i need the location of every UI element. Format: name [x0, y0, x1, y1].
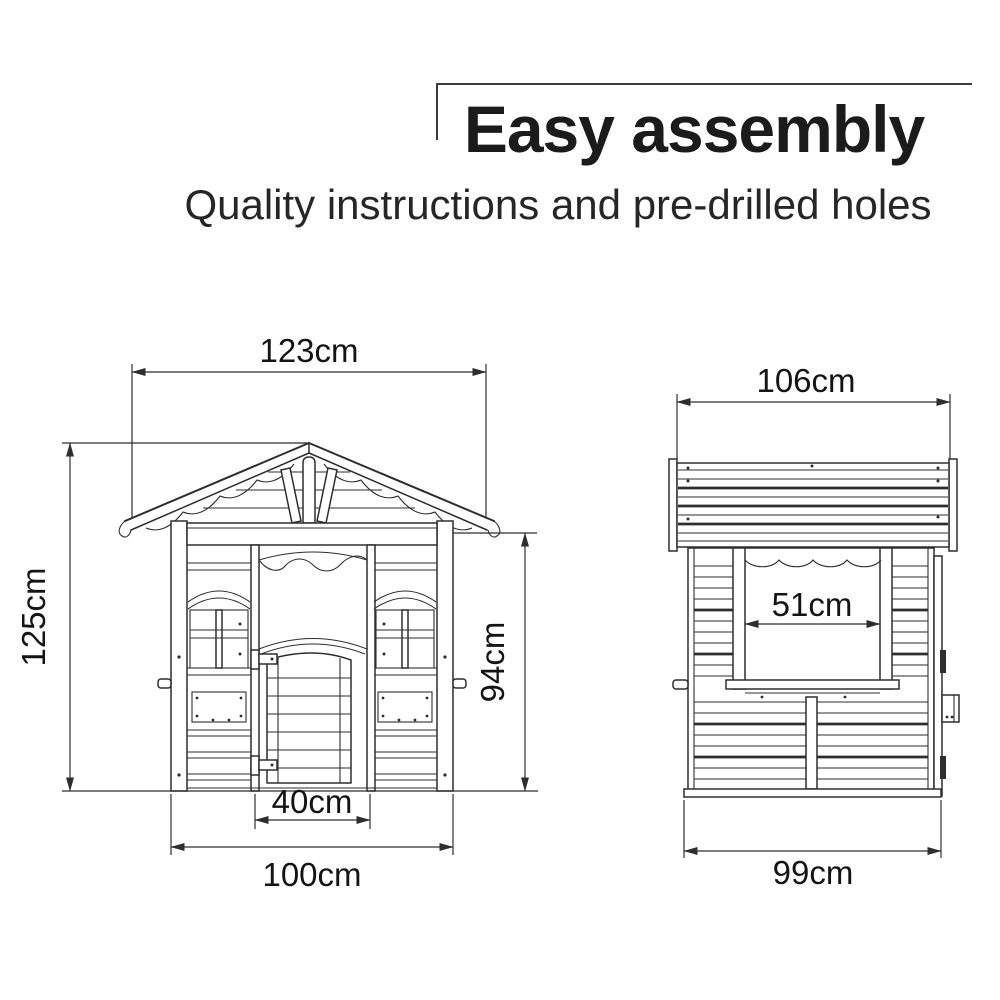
side-roof — [669, 459, 957, 551]
dim-overall-height: 125cm — [15, 567, 52, 667]
dim-window-width: 51cm — [771, 586, 853, 623]
front-handle-left — [158, 679, 171, 688]
front-window-right — [374, 563, 437, 780]
front-window-left — [187, 563, 251, 780]
side-hinge-bottom — [940, 756, 946, 779]
dim-wall-height: 94cm — [474, 621, 511, 703]
side-hinge-top — [940, 650, 946, 673]
side-base-skirt — [684, 789, 941, 797]
dim-door-width: 40cm — [271, 783, 353, 820]
side-window — [726, 548, 899, 698]
front-dimensions — [15, 332, 537, 893]
side-door-handle — [942, 695, 959, 722]
side-center-post — [806, 697, 817, 789]
dim-roof-width: 123cm — [259, 332, 359, 369]
dim-base-depth: 99cm — [772, 854, 854, 891]
page-title: Easy assembly — [463, 92, 925, 166]
door-hinge-bottom — [251, 756, 277, 775]
front-view — [15, 332, 538, 893]
front-door — [251, 552, 367, 783]
side-dimensions — [677, 362, 950, 891]
dim-base-width: 100cm — [262, 856, 362, 893]
side-window-shelf — [726, 680, 899, 689]
dim-roof-depth: 106cm — [756, 362, 856, 399]
front-handle-right — [453, 679, 466, 688]
side-handle-left — [673, 680, 688, 689]
page-subtitle: Quality instructions and pre-drilled holes — [184, 181, 932, 228]
side-view — [669, 362, 959, 891]
title-accent-line — [437, 84, 972, 140]
